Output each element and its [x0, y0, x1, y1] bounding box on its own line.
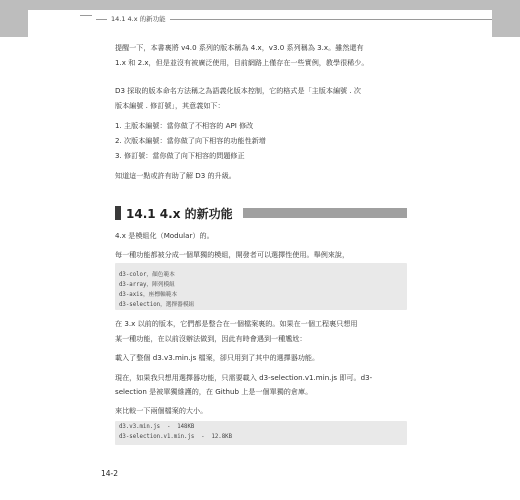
paragraph-line: 來比較一下兩個檔案的大小。 — [115, 406, 208, 415]
list-item: 1. 主版本編號：當你做了不相容的 API 修改 — [115, 121, 254, 130]
code-line: d3.v3.min.js - 148KB — [119, 424, 195, 430]
section-heading-bar — [243, 208, 407, 218]
list-item: 2. 次版本編號：當你做了向下相容的功能性新增 — [115, 136, 266, 145]
code-line: d3-array，陣列模組 — [119, 282, 175, 288]
paragraph-line: 版本編號 . 修訂號」，其意義如下： — [115, 101, 225, 110]
paragraph-line: 在 3.x 以前的版本，它們都是整合在一個檔案裏的。如果在一個工程裏只想用 — [115, 319, 358, 328]
code-block-file-sizes — [115, 421, 407, 445]
paragraph-line: 1.x 和 2.x，但是並沒有被廣泛使用，目前網路上僅存在一些實例，教學很稀少。 — [115, 58, 369, 67]
paragraph-line: 載入了整個 d3.v3.min.js 檔案，卻只用到了其中的選擇器功能。 — [115, 353, 320, 362]
running-header-dash — [80, 15, 92, 16]
code-line: d3-selection，選擇器模組 — [119, 302, 195, 308]
paragraph-line: 知道這一點或許有助了解 D3 的升級。 — [115, 171, 236, 180]
paragraph-line: 提醒一下，本書裏將 v4.0 系列的版本稱為 4.x，v3.0 系列稱為 3.x。雖然還有 — [115, 43, 364, 52]
running-header-title: 14.1 4.x 的新功能 — [107, 14, 170, 23]
section-heading — [115, 206, 407, 220]
paragraph-line: D3 採取的版本命名方法稱之為語義化版本控制，它的格式是「主版本編號 . 次 — [115, 86, 361, 95]
running-header-panel — [28, 10, 492, 37]
code-line: d3-axis，座標軸範本 — [119, 292, 178, 298]
paragraph-line: selection 是被單獨維護的，在 Github 上是一個單獨的倉庫。 — [115, 387, 313, 396]
section-marker — [115, 206, 121, 220]
page-number: 14-2 — [101, 469, 119, 478]
list-item: 3. 修訂號：當你做了向下相容的問題修正 — [115, 151, 245, 160]
paragraph-line: 現在，如果我只想用選擇器功能，只需要載入 d3-selection.v1.min.js 即可。d3- — [115, 373, 373, 382]
section-title: 14.1 4.x 的新功能 — [126, 207, 233, 221]
code-line: d3-selection.v1.min.js - 12.8KB — [119, 434, 232, 440]
paragraph-line: 某一種功能，在以前沒辦法做到，因此有時會遇到一種尷尬： — [115, 334, 307, 343]
code-line: d3-color，顏色範本 — [119, 272, 175, 278]
paragraph-line: 每一種功能都被分成一個單獨的模組，開發者可以選擇性使用。舉例來說， — [115, 250, 350, 259]
paragraph-line: 4.x 是模組化（Modular）的。 — [115, 231, 214, 240]
code-block-modules — [115, 263, 407, 310]
